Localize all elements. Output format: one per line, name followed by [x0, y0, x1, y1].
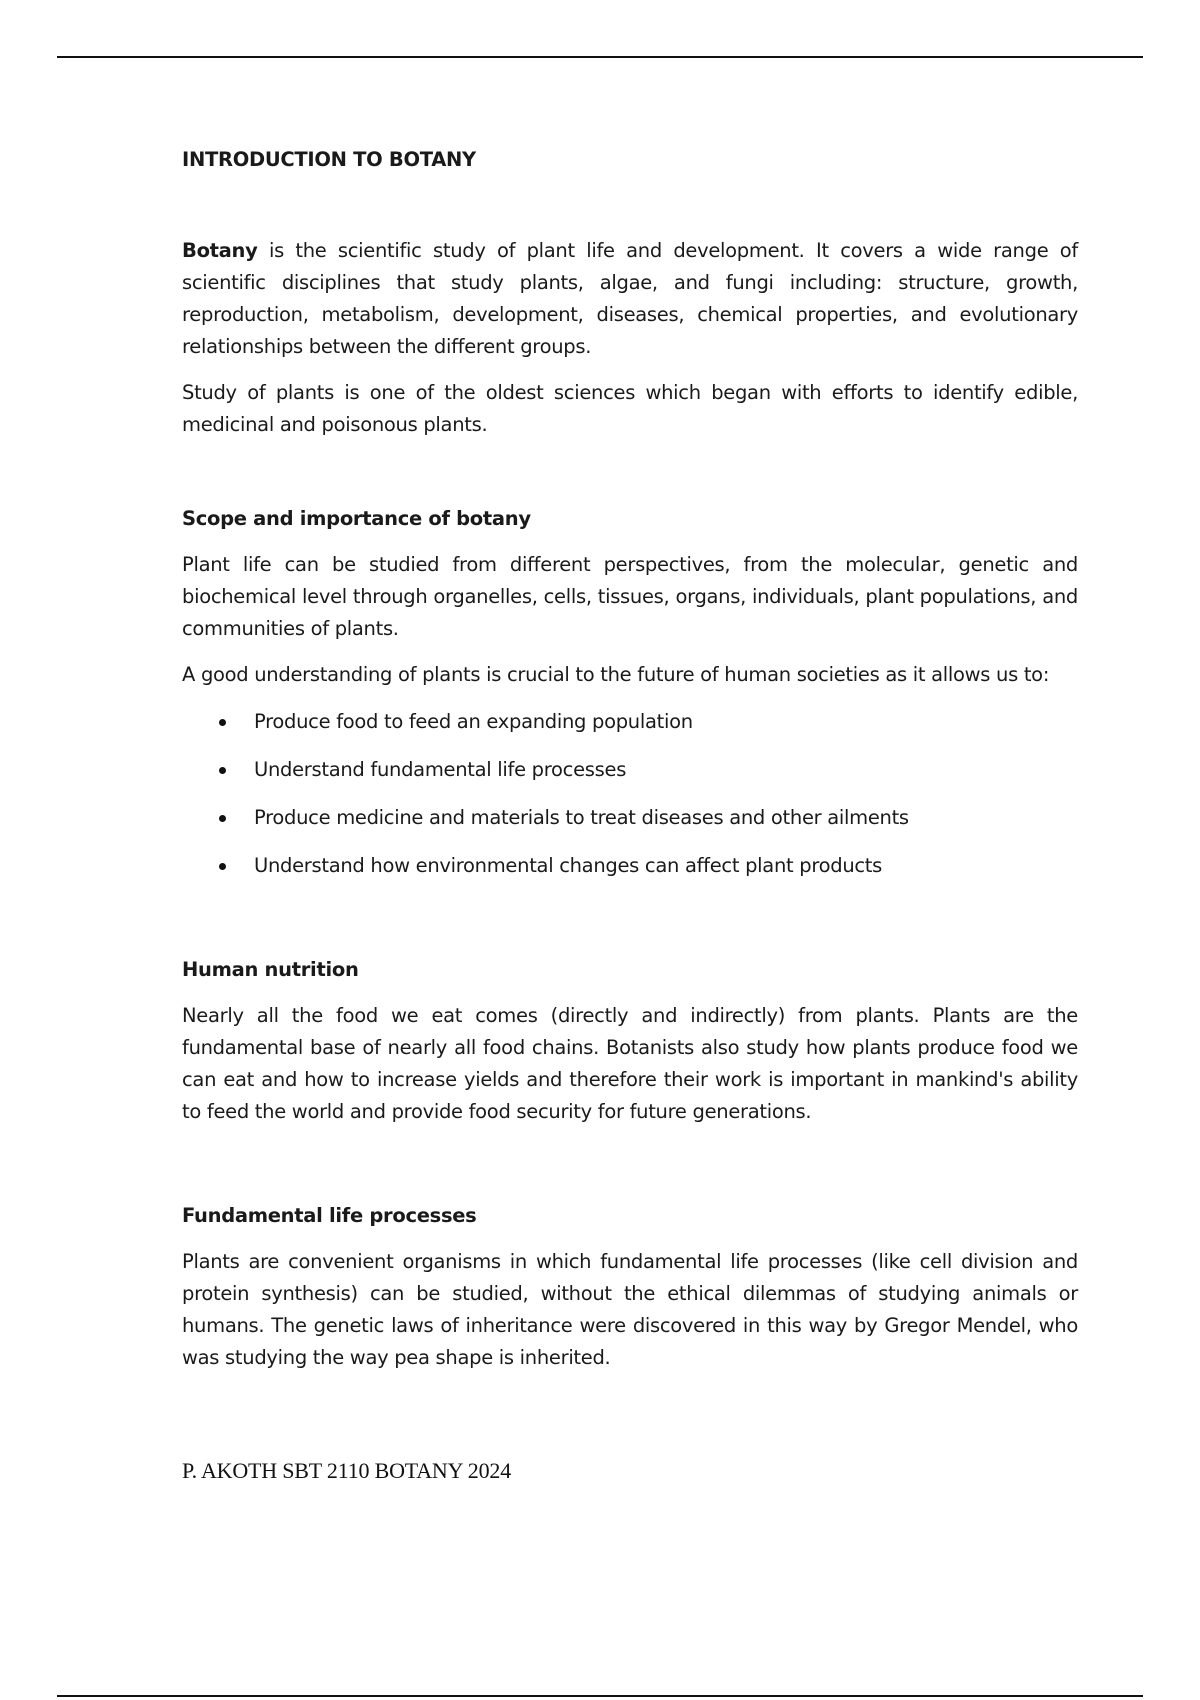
botany-term: Botany — [182, 239, 258, 262]
document-footer: P. AKOTH SBT 2110 BOTANY 2024 — [182, 1458, 511, 1483]
footer-rule — [57, 1695, 1143, 1697]
list-item — [182, 706, 1078, 738]
list-item — [182, 802, 1078, 834]
bullet-icon — [219, 863, 226, 870]
bullet-icon — [219, 815, 226, 822]
nutrition-paragraph: Nearly all the food we eat comes (directly and indirectly) from plants. Plants are the fundamental base of nearly all food chains. Botanists also study how plants produce food we can eat and how to increase yields and therefore their work is important in mankind's ability to feed the world and provide food security for future generations. — [182, 1004, 1078, 1123]
scope-paragraph-2: A good understanding of plants is crucial to the future of human societies as it allows us to: — [182, 663, 1050, 686]
bullet-icon — [219, 767, 226, 774]
fundamental-heading: Fundamental life processes — [182, 1204, 477, 1227]
fundamental-paragraph: Plants are convenient organisms in which fundamental life processes (like cell division and protein synthesis) can be studied, without the ethical dilemmas of studying animals or humans. The genetic laws of inheritance were discovered in this way by Gregor Mendel, who was studying the way pea shape is inherited. — [182, 1250, 1078, 1369]
intro-paragraph-2: Study of plants is one of the oldest sciences which began with efforts to identify edible, medicinal and poisonous plants. — [182, 381, 1078, 436]
intro-paragraph-1-text: is the scientific study of plant life and development. It covers a wide range of scientific disciplines that study plants, algae, and fungi including: structure, growth, reproduction, metabolism, development, diseases, chemical properties, and evolutionary relationships between the different groups. — [182, 239, 1078, 358]
nutrition-heading: Human nutrition — [182, 958, 359, 981]
list-item — [182, 754, 1078, 786]
list-item-text: Understand fundamental life processes — [254, 758, 627, 781]
bullet-icon — [219, 719, 226, 726]
importance-list — [182, 706, 1078, 882]
list-item — [182, 850, 1078, 882]
list-item-text: Produce medicine and materials to treat diseases and other ailments — [254, 806, 909, 829]
list-item-text: Understand how environmental changes can affect plant products — [254, 854, 883, 877]
intro-paragraph-1 — [182, 235, 1078, 363]
list-item-text: Produce food to feed an expanding population — [254, 710, 693, 733]
document-title: INTRODUCTION TO BOTANY — [182, 148, 476, 171]
scope-paragraph-1: Plant life can be studied from different perspectives, from the molecular, genetic and biochemical level through organelles, cells, tissues, organs, individuals, plant populations, and communities of plants. — [182, 553, 1078, 640]
scope-heading: Scope and importance of botany — [182, 507, 531, 530]
header-rule — [57, 56, 1143, 58]
document-body — [182, 146, 1078, 1486]
